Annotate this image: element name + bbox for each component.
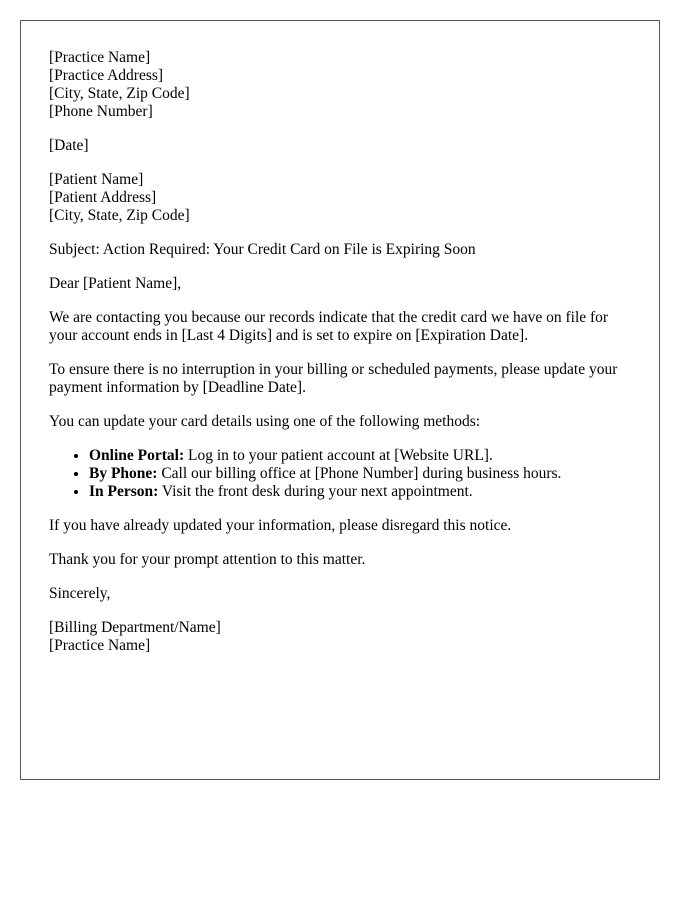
- subject-line: Subject: Action Required: Your Credit Card on File is Expiring Soon: [49, 241, 476, 258]
- ensure-paragraph: To ensure there is no interruption in your billing or scheduled payments, please update your payment information by [Deadline Date].: [49, 361, 618, 396]
- method-label: Online Portal:: [89, 447, 185, 464]
- patient-name: [Patient Name]: [49, 171, 144, 188]
- letter-date: [Date]: [49, 137, 89, 154]
- signature-practice: [Practice Name]: [49, 637, 151, 654]
- method-label: In Person:: [89, 483, 159, 500]
- method-text: Call our billing office at [Phone Number] during business hours.: [157, 465, 562, 482]
- recipient-block: [49, 171, 631, 225]
- closing: Sincerely,: [49, 585, 111, 602]
- practice-city-state-zip: [City, State, Zip Code]: [49, 85, 190, 102]
- list-item: [89, 483, 631, 501]
- practice-phone: [Phone Number]: [49, 103, 153, 120]
- signature-department: [Billing Department/Name]: [49, 619, 221, 636]
- methods-list: [49, 447, 631, 501]
- intro-paragraph: We are contacting you because our records indicate that the credit card we have on file for your account ends in [Last 4 Digits] and is set to expire on [Expiration Date].: [49, 309, 609, 344]
- disregard-paragraph: If you have already updated your information, please disregard this notice.: [49, 517, 512, 534]
- list-item: [89, 465, 631, 483]
- sender-block: [49, 49, 631, 121]
- patient-city-state-zip: [City, State, Zip Code]: [49, 207, 190, 224]
- practice-address: [Practice Address]: [49, 67, 164, 84]
- signature-block: [49, 619, 631, 655]
- practice-name: [Practice Name]: [49, 49, 151, 66]
- patient-address: [Patient Address]: [49, 189, 157, 206]
- list-item: [89, 447, 631, 465]
- methods-intro-paragraph: You can update your card details using one of the following methods:: [49, 413, 481, 430]
- letter-page: [20, 20, 660, 780]
- method-text: Log in to your patient account at [Website URL].: [184, 447, 493, 464]
- method-label: By Phone:: [89, 465, 158, 482]
- method-text: Visit the front desk during your next appointment.: [158, 483, 473, 500]
- thanks-paragraph: Thank you for your prompt attention to this matter.: [49, 551, 366, 568]
- salutation: Dear [Patient Name],: [49, 275, 182, 292]
